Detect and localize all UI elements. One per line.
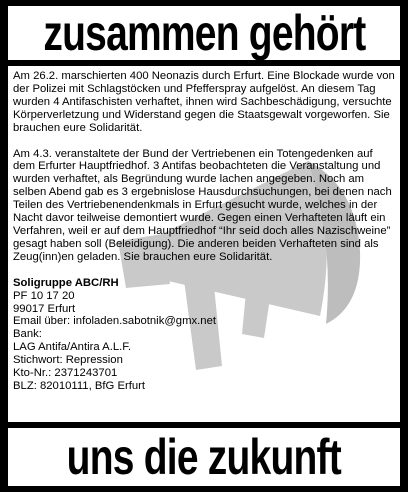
footer-banner bbox=[8, 428, 400, 486]
contact-bank-name: LAG Antifa/Antira A.L.F. bbox=[13, 341, 132, 354]
contact-email: Email über: infoladen.sabotnik@gmx.net bbox=[13, 315, 216, 328]
contact-block bbox=[13, 277, 395, 393]
header-banner bbox=[8, 6, 400, 60]
contact-account: Kto-Nr.: 2371243701 bbox=[13, 367, 118, 380]
contact-org: Soligruppe ABC/RH bbox=[13, 276, 119, 289]
contact-city: 99017 Erfurt bbox=[13, 302, 76, 315]
body-text bbox=[8, 66, 400, 393]
content-panel bbox=[8, 66, 400, 422]
footer-title: uns die zukunft bbox=[66, 429, 342, 485]
contact-bank-label: Bank: bbox=[13, 328, 42, 341]
contact-pobox: PF 10 17 20 bbox=[13, 289, 75, 302]
header-title: zusammen gehört bbox=[42, 5, 366, 61]
contact-blz: BLZ: 82010111, BfG Erfurt bbox=[13, 379, 146, 392]
contact-keyword: Stichwort: Repression bbox=[13, 354, 123, 367]
paragraph-1: Am 26.2. marschierten 400 Neonazis durch Erfurt. Eine Blockade wurde von der Polizei mit Schlagstöcken und Pfefferspray aufgelöst. An diesem Tag wurden 4 Antifaschisten verhaftet, ihnen wird Sachbeschädigung, versuchte Körperverletzung und Widerstand gegen die Staatsgewalt vorgeworfen. Sie brauchen eure Solidarität. bbox=[13, 70, 395, 134]
paragraph-2: Am 4.3. veranstaltete der Bund der Vertriebenen ein Totengedenken auf dem Erfurter Hauptfriedhof. 3 Antifas beobachteten die Veranstaltung und wurden verhaftet, als Begründung wurde lachen angegeben. Noch am selben Abend gab es 3 ergebnislose Hausdurchsuchungen, bei denen nach Teilen des Vertriebenendenkmals in Erfurt gesucht wurde, welches in der Nacht davor teilweise demontiert wurde. Gegen einen Verhafteten läuft ein Verfahren, weil er auf dem Hauptfriedhof “Ihr seid doch alles Nazischweine” gesagt haben soll (Beleidigung). Die anderen beiden Verhafteten sind als Zeug(inn)en geladen. Sie brauchen eure Solidarität. bbox=[13, 147, 392, 263]
